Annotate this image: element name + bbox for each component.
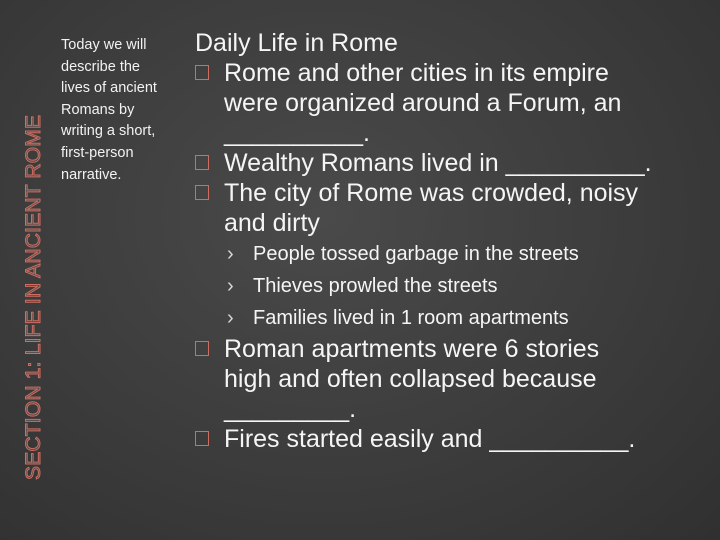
bullet-line: high and often collapsed because — [224, 365, 597, 393]
sub-bullet-text: Thieves prowled the streets — [253, 275, 498, 297]
bullet-item — [193, 58, 708, 148]
slide-heading: Daily Life in Rome — [195, 29, 398, 57]
sub-bullet-text: People tossed garbage in the streets — [253, 243, 579, 265]
intro-line: lives of ancient — [61, 80, 157, 97]
bullet-item — [193, 178, 708, 238]
chevron-right-icon: › — [227, 243, 234, 265]
bullet-line: were organized around a Forum, an — [224, 89, 622, 117]
chevron-right-icon: › — [227, 275, 234, 297]
bullet-line: _________. — [224, 395, 357, 423]
bullet-line: Fires started easily and __________. — [224, 425, 636, 453]
square-bullet-icon — [195, 65, 209, 80]
bullet-line: __________. — [224, 119, 370, 147]
square-bullet-icon — [195, 185, 209, 200]
bullet-line: and dirty — [224, 209, 320, 237]
sub-bullet-text: Families lived in 1 room apartments — [253, 307, 569, 329]
bullet-line: The city of Rome was crowded, noisy — [224, 179, 639, 207]
chevron-right-icon: › — [227, 307, 234, 329]
bullet-item — [193, 148, 708, 178]
intro-line: first-person — [61, 144, 134, 161]
intro-line: writing a short, — [61, 123, 156, 140]
intro-line: Romans by — [61, 101, 135, 118]
intro-line: narrative. — [61, 166, 122, 183]
main-content — [193, 28, 708, 454]
sub-bullet-item — [193, 238, 708, 270]
intro-line: describe the — [61, 58, 140, 75]
sub-bullet-item — [193, 270, 708, 302]
bullet-line: Wealthy Romans lived in __________. — [224, 149, 652, 177]
square-bullet-icon — [195, 155, 209, 170]
bullet-item — [193, 334, 708, 424]
bullet-line: Roman apartments were 6 stories — [224, 335, 600, 363]
bullet-line: Rome and other cities in its empire — [224, 59, 609, 87]
intro-line: Today we will — [61, 37, 147, 53]
section-title: SECTION 1: LIFE IN ANCIENT ROME — [22, 114, 45, 480]
square-bullet-icon — [195, 341, 209, 356]
square-bullet-icon — [195, 431, 209, 446]
intro-text — [61, 35, 186, 186]
bullet-item — [193, 424, 708, 454]
sub-bullet-item — [193, 302, 708, 334]
